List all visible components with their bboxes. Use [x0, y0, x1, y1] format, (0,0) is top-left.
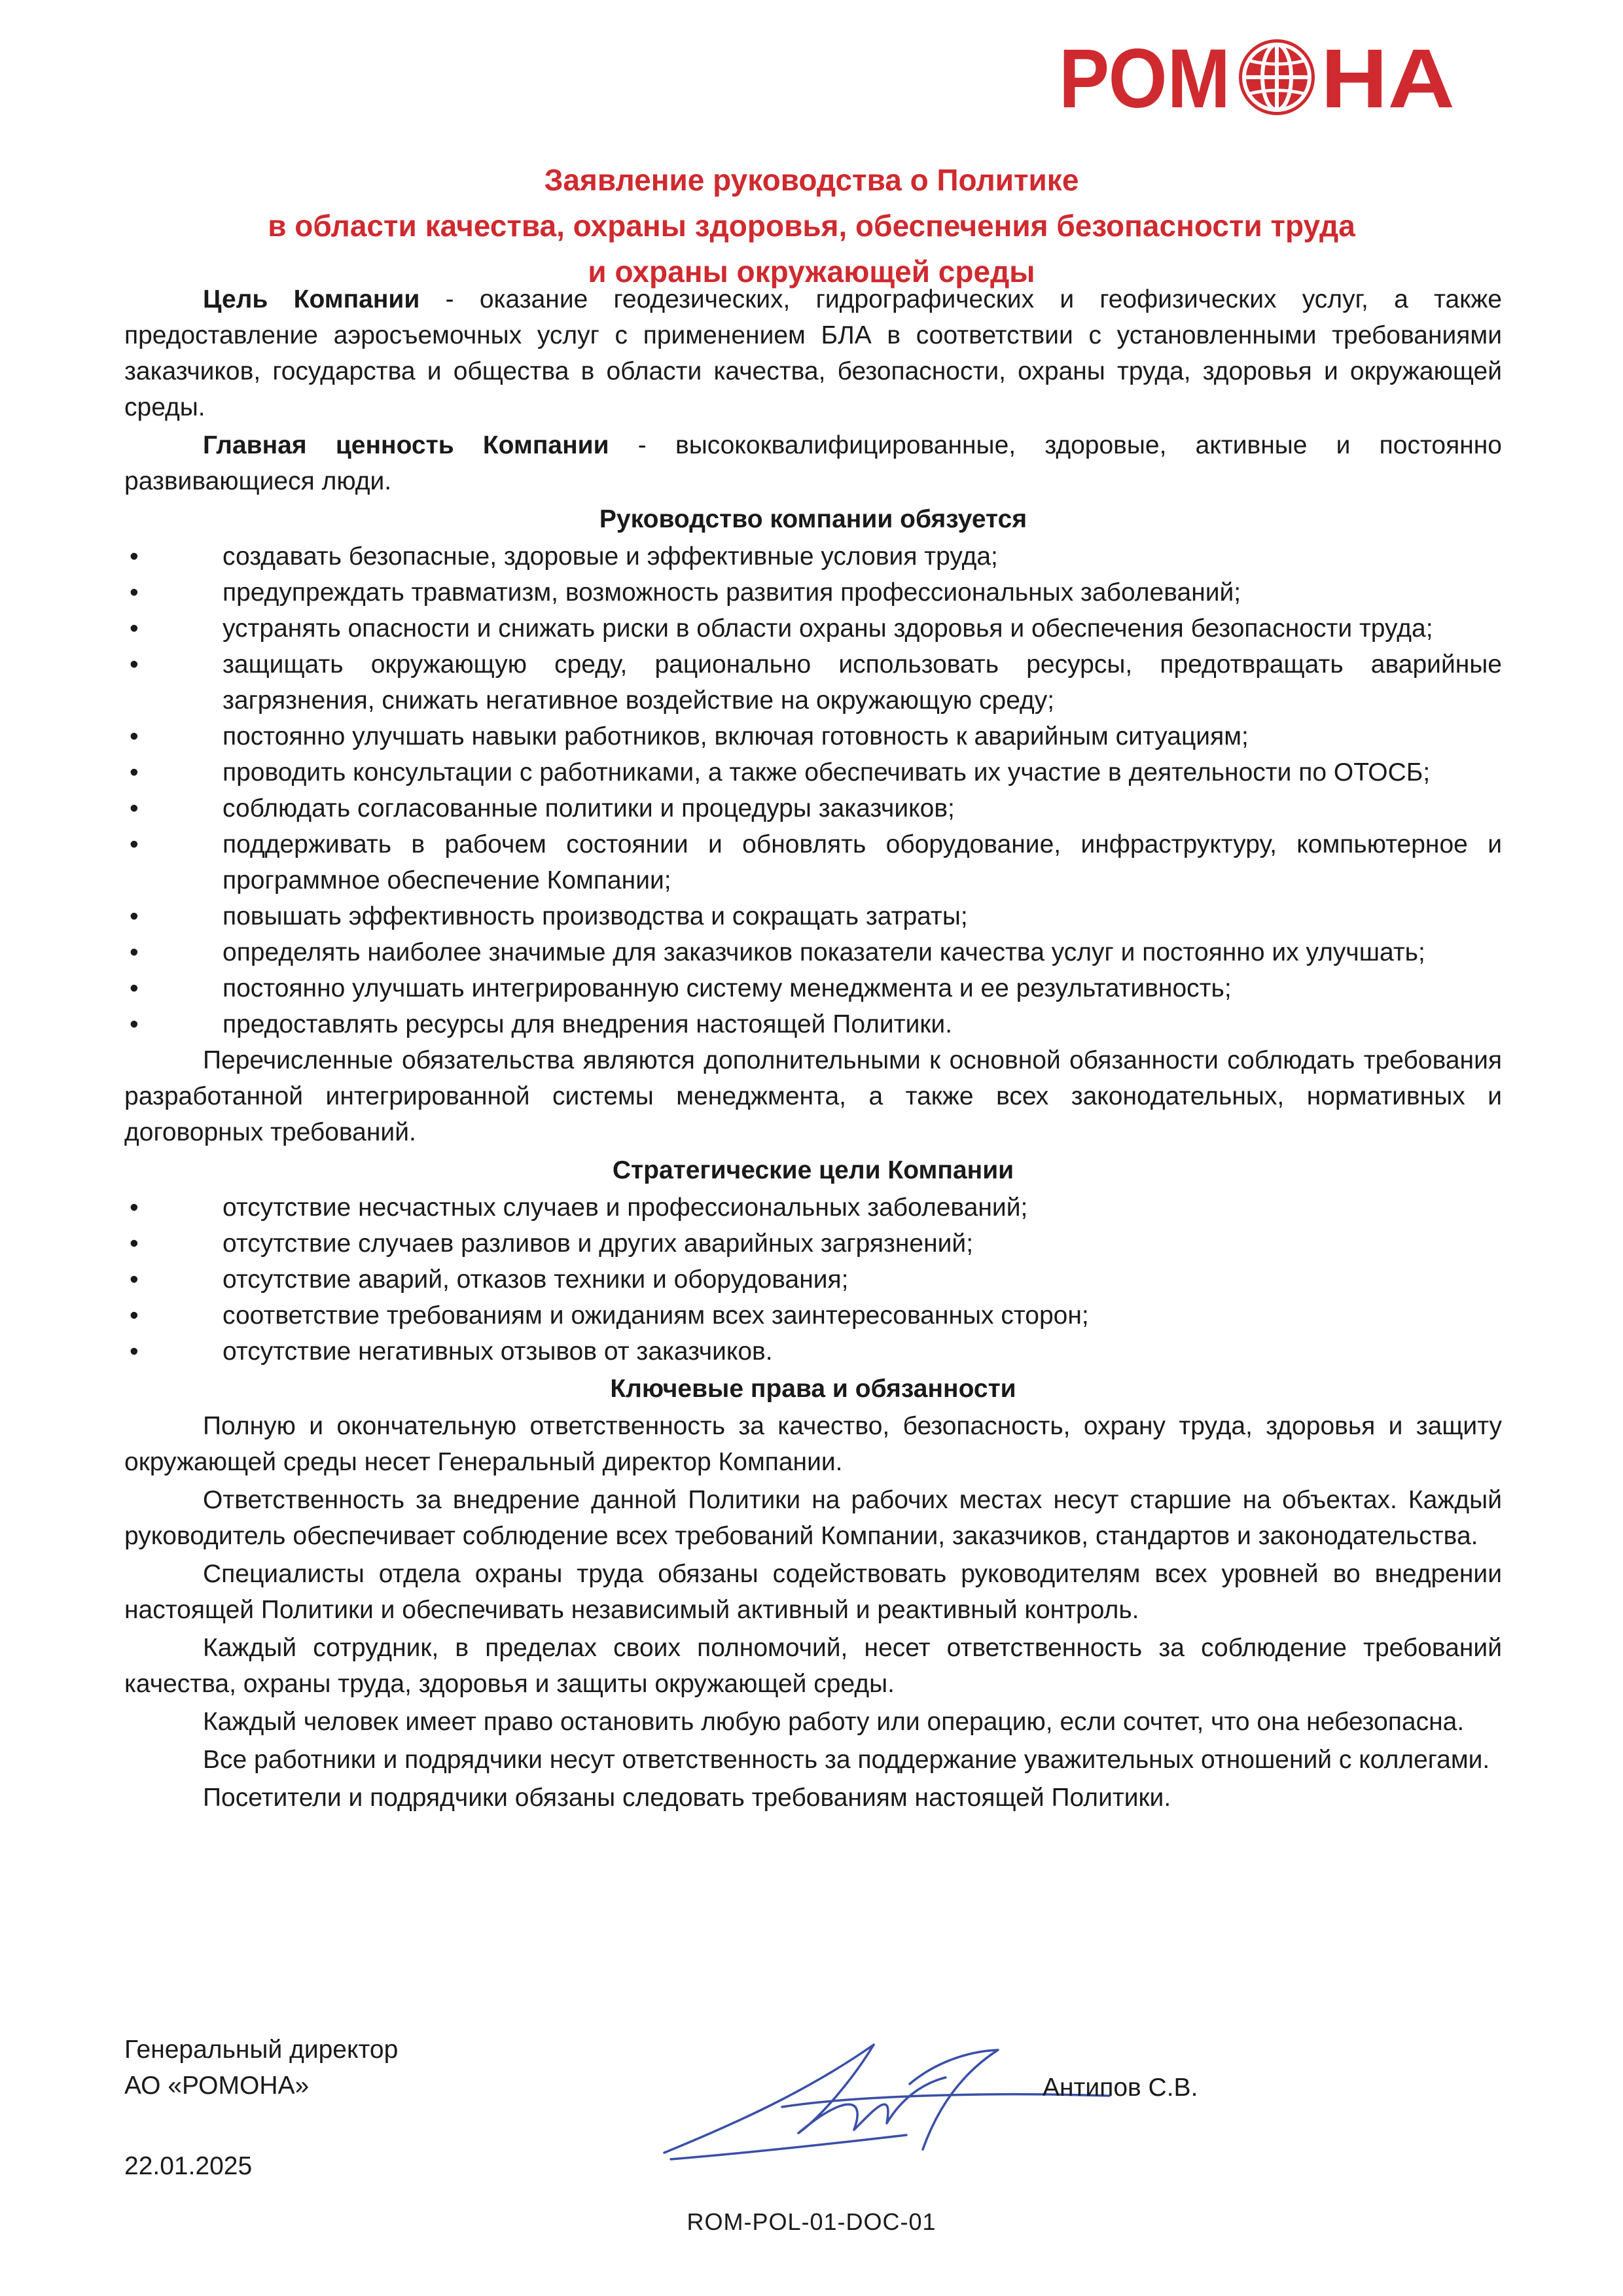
bullet-icon: • [130, 1337, 139, 1366]
bullet-icon: • [130, 650, 139, 679]
bullet-icon: • [130, 578, 139, 607]
rights-paragraph: Посетители и подрядчики обязаны следовать требованиям настоящей Политики. [203, 1784, 1171, 1812]
company-logo [1059, 31, 1458, 116]
strategic-list [124, 1190, 1502, 1369]
list-item: • проводить консультации с работниками, а также обеспечивать их участие в деятельности по ОТОСБ; [124, 754, 1502, 790]
list-item: • постоянно улучшать навыки работников, включая готовность к аварийным ситуациям; [124, 718, 1502, 754]
strategic-heading: Стратегические цели Компании [612, 1156, 1014, 1184]
goal-text: - оказание геодезических, гидрографических и геофизических услуг, а также предоставление аэросъемочных услуг с применением БЛА в соответствии с установленными требованиями заказчиков, государства и общества в области качества, безопасности, охраны труда, здоровья и окружающей среды. [124, 285, 1502, 421]
document-date: 22.01.2025 [124, 2152, 253, 2180]
bullet-icon: • [130, 722, 139, 751]
bullet-icon: • [130, 542, 139, 571]
title-line-1: Заявление руководства о Политике [544, 163, 1079, 197]
bullet-icon: • [130, 938, 139, 966]
bullet-icon: • [130, 1301, 139, 1330]
title-line-3: и охраны окружающей среды [588, 255, 1035, 289]
document-title [124, 157, 1499, 294]
value-text: - высококвалифицированные, здоровые, активные и постоянно развивающиеся люди. [124, 431, 1502, 495]
list-item: • устранять опасности и снижать риски в области охраны здоровья и обеспечения безопасности труда; [124, 610, 1502, 646]
rights-paragraph: Все работники и подрядчики несут ответственность за поддержание уважительных отношений с коллегами. [203, 1746, 1490, 1774]
document-body [124, 281, 1502, 1818]
goal-label: Цель Компании [203, 285, 420, 313]
logo-letters-left: РОМ [1059, 32, 1230, 116]
signatory-name: Антипов С.В. [1043, 2074, 1198, 2102]
bullet-icon: • [130, 1010, 139, 1038]
document-code: ROM-POL-01-DOC-01 [687, 2208, 936, 2235]
signatory-position: Генеральный директор [124, 2036, 399, 2064]
rights-paragraph: Ответственность за внедрение данной Политики на рабочих местах несут старшие на объектах. Каждый руководитель обеспечивает соблюдение всех требований Компании, заказчиков, стандартов и законодательства. [124, 1486, 1502, 1550]
list-item: • отсутствие аварий, отказов техники и оборудования; [124, 1262, 1502, 1298]
list-item: • отсутствие несчастных случаев и профессиональных заболеваний; [124, 1190, 1502, 1226]
bullet-icon: • [130, 1193, 139, 1222]
list-item: • предоставлять ресурсы для внедрения настоящей Политики. [124, 1006, 1502, 1042]
list-item: • определять наиболее значимые для заказчиков показатели качества услуг и постоянно их улучшать; [124, 934, 1502, 970]
rights-paragraph: Специалисты отдела охраны труда обязаны содействовать руководителям всех уровней во внедрении настоящей Политики и обеспечивать независимый активный и реактивный контроль. [124, 1560, 1502, 1624]
bullet-icon: • [130, 830, 139, 858]
company-value [124, 427, 1502, 499]
title-line-2: в области качества, охраны здоровья, обеспечения безопасности труда [268, 209, 1355, 243]
bullet-icon: • [130, 902, 139, 930]
list-item: • создавать безопасные, здоровые и эффективные условия труда; [124, 539, 1502, 574]
rights-heading: Ключевые права и обязанности [610, 1375, 1016, 1403]
list-item: • поддерживать в рабочем состоянии и обновлять оборудование, инфраструктуру, компьютерное и программное обеспечение Компании; [124, 826, 1502, 898]
commitments-note: Перечисленные обязательства являются дополнительными к основной обязанности соблюдать требования разработанной интегрированной системы менеджмента, а также всех законодательных, нормативных и договорных требований. [124, 1046, 1502, 1146]
bullet-icon: • [130, 614, 139, 643]
list-item: • повышать эффективность производства и сокращать затраты; [124, 898, 1502, 934]
list-item: • предупреждать травматизм, возможность развития профессиональных заболеваний; [124, 574, 1502, 610]
globe-icon [1239, 39, 1315, 115]
list-item: • отсутствие негативных отзывов от заказчиков. [124, 1333, 1502, 1369]
rights-paragraph: Каждый сотрудник, в пределах своих полномочий, несет ответственность за соблюдение требований качества, охраны труда, здоровья и защиты окружающей среды. [124, 1634, 1502, 1698]
bullet-icon: • [130, 1229, 139, 1258]
bullet-icon: • [130, 1265, 139, 1294]
list-item: • отсутствие случаев разливов и других аварийных загрязнений; [124, 1226, 1502, 1262]
logo-letters-right: НА [1321, 32, 1455, 116]
signatory-company: АО «РОМОНА» [124, 2072, 310, 2100]
list-item: • защищать окружающую среду, рационально использовать ресурсы, предотвращать аварийные загрязнения, снижать негативное воздействие на окружающую среду; [124, 646, 1502, 718]
value-label: Главная ценность Компании [203, 431, 609, 459]
rights-paragraph: Полную и окончательную ответственность за качество, безопасность, охрану труда, здоровья и защиту окружающей среды несет Генеральный директор Компании. [124, 1412, 1502, 1476]
rights-paragraph: Каждый человек имеет право остановить любую работу или операцию, если сочтет, что она небезопасна. [203, 1708, 1465, 1736]
list-item: • постоянно улучшать интегрированную систему менеджмента и ее результативность; [124, 970, 1502, 1006]
bullet-icon: • [130, 794, 139, 822]
signatory-title [124, 2032, 398, 2104]
company-goal [124, 281, 1502, 425]
list-item: • соответствие требованиям и ожиданиям всех заинтересованных сторон; [124, 1298, 1502, 1333]
commitments-list [124, 539, 1502, 1042]
bullet-icon: • [130, 974, 139, 1002]
commitments-heading: Руководство компании обязуется [599, 505, 1027, 533]
list-item: • соблюдать согласованные политики и процедуры заказчиков; [124, 790, 1502, 826]
bullet-icon: • [130, 758, 139, 786]
